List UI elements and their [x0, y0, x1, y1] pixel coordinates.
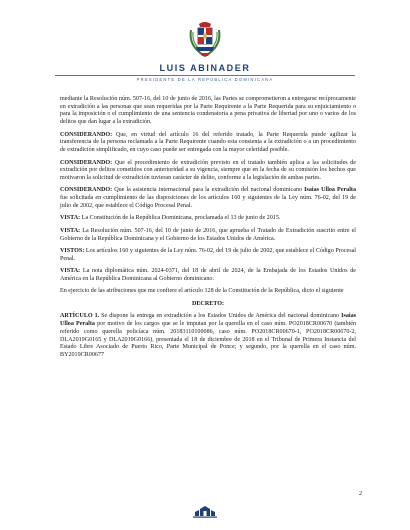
articulo-text-cont: por motivo de los cargos que se le imputan por la querella en el caso núm. PO2018CR00670 (también referido como querella policíaca núm. 20183110100086, caso núm. PO2018CR00670-1, PO2018CR00670-2, DLA2019G0165 y DLA2019G0166), presentada el 18 de diciembre de 2018 en el Tribunal de Primera Instancia del Estado Libre Asociado de Puerto Rico, Parte Municipal de Ponce; y segundo, por la querella en el caso núm. BY2019CR00677 — [60, 321, 356, 358]
vista-text: La nota diplomática núm. 2024-0371, del 18 de abril de 2024, de la Embajada de los Estados Unidos de América en la República Dominicana al Gobierno dominicano. — [60, 268, 356, 282]
vista-label: VISTA: — [60, 215, 81, 222]
paragraph-considerando-3 — [60, 160, 356, 183]
paragraph-vista-constitucion — [60, 215, 356, 223]
vista-text: La Constitución de la República Dominicana, proclamada el 13 de junio de 2015. — [80, 215, 281, 222]
considerando-label: CONSIDERANDO: — [60, 159, 113, 166]
vista-label: VISTA: — [60, 268, 81, 275]
considerando-text: Que, en virtud del artículo 16 del referido tratado, la Parte Requerida puede agilizar la transferencia de la persona reclamada a la Parte Requirente cuando esta consienta a la extradición o a un procedimiento de extradición simplificado, en cuyo caso puede ser entregada con la mayor celeridad posible. — [60, 131, 356, 154]
vistos-text: Los artículos 160 y siguientes de la Ley núm. 76-02, del 19 de julio de 2002, que establece el Código Procesal Penal. — [60, 248, 356, 262]
considerando-text-cont: fue solicitada en cumplimiento de las disposiciones de los artículos 160 y siguientes de la Ley núm. 76-02, del 19 de julio de 2002, que establece el Código Procesal Penal. — [60, 195, 356, 209]
paragraph-articulo-1 — [60, 313, 356, 359]
considerando-text: Que el procedimiento de extradición previsto en el tratado también aplica a las solicitudes de extradición por delitos cometidos con anterioridad a su vigencia, siempre que en la fecha de su comisión los hechos que motivaron la solicitud de extradición tuvieran carácter de delito, conforme a la legislación de ambas partes. — [60, 159, 356, 181]
paragraph-considerando-4 — [60, 187, 356, 210]
letterhead — [0, 20, 410, 82]
president-title: PRESIDENTE DE LA REPÚBLICA DOMINICANA — [136, 76, 274, 82]
paragraph-ejercicio: En ejercicio de las atribuciones que me confiere el artículo 128 de la Constitución de la República, dicto el siguiente — [60, 288, 344, 295]
person-name: Isaias Ulloa Peralta — [60, 313, 356, 328]
coat-of-arms-icon — [187, 20, 223, 60]
considerando-label: CONSIDERANDO: — [60, 187, 113, 194]
vista-text: La Resolución núm. 507-16, del 10 de junio de 2016, que aprueba el Tratado de Extradición suscrito entre el Gobierno de la República Dominicana y el Gobierno de los Estados Unidos de América. — [60, 227, 356, 242]
paragraph-vista-nota — [60, 268, 356, 283]
paragraph-vistos-articulos — [60, 248, 356, 263]
paragraph-considerando-2 — [60, 132, 356, 155]
decreto-heading: DECRETO: — [191, 300, 225, 307]
vista-label: VISTA: — [60, 227, 81, 234]
articulo-label: ARTÍCULO 1. — [60, 313, 100, 320]
articulo-text: Se dispone la entrega en extradición a los Estados Unidos de América del nacional dominicano — [99, 313, 342, 320]
document-body — [60, 96, 356, 364]
paragraph-intro: mediante la Resolución núm. 507-16, del 10 de junio de 2016, las Partes se comprometieron a entregarse recíprocamente en extradición a las personas que sean requeridas por la Parte Requirente a la Parte Requerida para su enjuiciamiento o para la imposición o el cumplimiento de una sentencia condenatoria a pena privativa de libertad por uno o varios de los delitos que dan lugar a la extradición. — [60, 96, 356, 126]
president-name: LUIS ABINADER — [159, 63, 251, 73]
vistos-label: VISTOS: — [60, 248, 85, 255]
header-divider — [55, 75, 355, 76]
page-number: 2 — [359, 491, 362, 497]
paragraph-vista-resolucion — [60, 228, 356, 243]
footer-emblem-icon — [189, 504, 221, 520]
considerando-text: Que la asistencia internacional para la extradición del nacional dominicano — [112, 187, 305, 194]
person-name: Isaias Ulloa Peralta — [304, 187, 356, 194]
considerando-label: CONSIDERANDO: — [60, 131, 113, 138]
